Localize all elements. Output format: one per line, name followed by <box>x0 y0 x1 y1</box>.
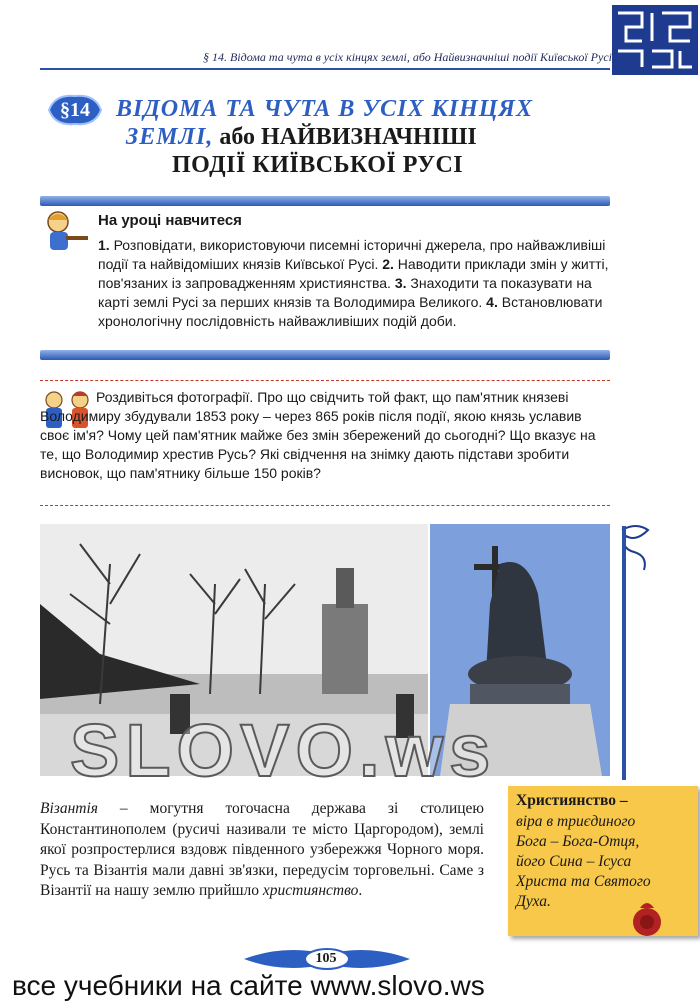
question-text <box>40 388 612 483</box>
definition-box <box>508 786 698 936</box>
objective-1-num: 1. <box>98 237 110 253</box>
header-rule <box>40 68 610 70</box>
objective-3-num: 3. <box>394 275 407 291</box>
objectives-heading: На уроці навчитеся <box>98 212 242 229</box>
objective-4-num: 4. <box>486 294 498 310</box>
body-text-a: – могутня тогочасна держава зі столицею Константинополем (русичі називали те місто Царгородом), землі якої розпростерлися вздовж південного узбережжя Чорного моря. Русь та Візантія мали давні зв'язки, передусім торговельні. Саме з Візантії на нашу землю прийшло <box>40 800 484 899</box>
pupil-icon <box>42 208 90 254</box>
page-number: 105 <box>315 951 337 966</box>
title-line-1: ВІДОМА ТА ЧУТА В УСІХ КІНЦЯХ <box>116 96 533 122</box>
question-body: Роздивіться фотографії. Про що свідчить той факт, що пам'ятник князеві Володимиру збудували 1853 року – через 865 років після події, якою князь уславив своє ім'я? Чому цей пам'ятник майже без змін збережений до сьогодні? Що вказує на те, що Володимир хрестив Русь? Які свідчення на знімку дають підстави зробити висновок, що пам'ятнику більше 150 років? <box>40 389 596 481</box>
body-paragraph <box>40 799 484 902</box>
title-line-2-blue: ЗЕМЛІ, <box>126 124 214 150</box>
objective-3-text: Знаходити та показувати на карті землі Русі за перших князів та Володимира Великого. <box>98 275 592 310</box>
paragraph-badge <box>45 90 105 130</box>
site-footer-link[interactable]: все учебники на сайте www.slovo.ws <box>12 970 485 1001</box>
question-bottom-divider <box>40 505 610 506</box>
body-text-b: . <box>358 882 363 899</box>
objectives-top-band <box>40 196 610 206</box>
watermark: SLOVO.ws <box>70 709 497 792</box>
objective-2-num: 2. <box>382 256 394 272</box>
title-line-3: ПОДІЇ КИЇВСЬКОЇ РУСІ <box>172 152 464 178</box>
body-term-byzantium: Візантія <box>40 800 98 817</box>
running-head: § 14. Відома та чута в усіх кінцях землі, або Найвизначніші події Київської Русі <box>202 50 612 64</box>
question-top-divider <box>40 380 610 381</box>
title-line-2 <box>126 124 477 151</box>
objectives-bottom-band <box>40 350 610 360</box>
corner-ornament-icon <box>612 5 698 75</box>
definition-term: Християнство – <box>516 792 628 809</box>
paragraph-number: §14 <box>60 99 90 121</box>
side-ornament-icon <box>618 522 654 784</box>
objective-2-text: Наводити приклади змін у житті, пов'язаних із запровадженням християнства. <box>98 256 609 291</box>
objective-1-text: Розповідати, використовуючи писемні історичні джерела, про найважливіші події та найвідоміших князів Київської Русі. <box>98 237 606 272</box>
body-term-christianity: християнство <box>262 882 359 899</box>
objectives-list <box>98 236 610 331</box>
definition-body: віра в триєдиного Бога – Бога-Отця, його Сина – Ісуса Христа та Святого Духа. <box>516 813 651 910</box>
wax-seal-icon <box>628 898 666 938</box>
title-line-2-dark: або НАЙВИЗНАЧНІШІ <box>213 124 477 150</box>
objective-4-text: Встановлювати хронологічну послідовність найважливіших подій доби. <box>98 294 603 329</box>
